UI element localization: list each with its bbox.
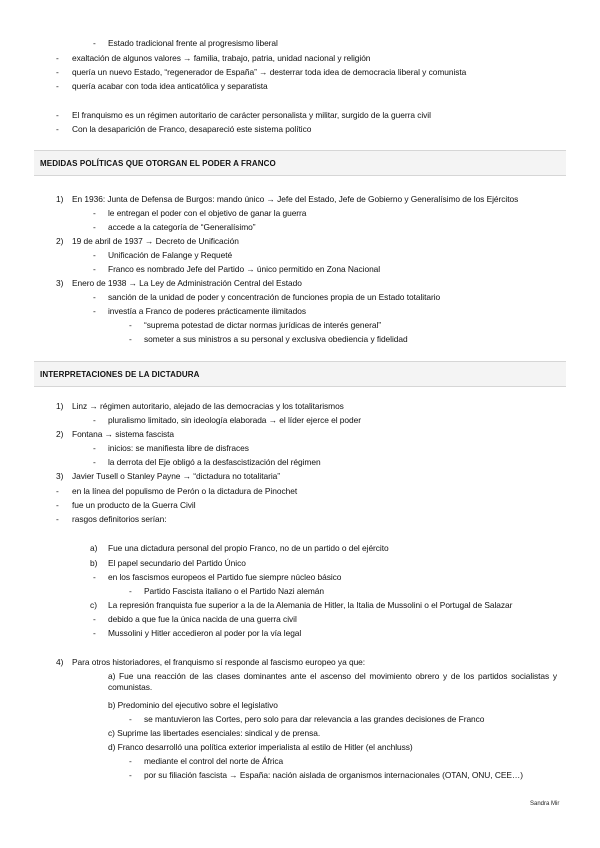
list-subsubitem: Partido Fascista italiano o el Partido Nazi alemán: [144, 586, 324, 596]
dash-marker: -: [93, 38, 96, 48]
list-subsubitem: se mantuvieron las Cortes, pero solo para dar relevancia a las grandes decisiones de Franco: [144, 714, 485, 724]
dash-marker: -: [129, 334, 132, 344]
dash-marker: -: [56, 81, 59, 91]
list-subitem: inicios: se manifiesta libre de disfraces: [108, 443, 249, 453]
list-item: Linz → régimen autoritario, alejado de las democracias y los totalitarismos: [72, 401, 344, 411]
list-subitem: a) Fue una reacción de las clases dominantes ante el ascenso del movimiento obrero y de los partidos socialistas y comunistas.: [108, 671, 557, 692]
list-subitem: La represión franquista fue superior a la de la Alemania de Hitler, la Italia de Mussolini o el Portugal de Salazar: [108, 600, 513, 610]
dash-marker: -: [93, 306, 96, 316]
dash-marker: -: [93, 457, 96, 467]
list-number: 2): [56, 429, 64, 439]
dash-marker: -: [93, 292, 96, 302]
list-item: En 1936: Junta de Defensa de Burgos: mando único → Jefe del Estado, Jefe de Gobierno y Generalísimo de los Ejércitos: [72, 194, 519, 204]
dash-marker: -: [93, 572, 96, 582]
list-item: rasgos definitorios serían:: [72, 514, 167, 524]
section-heading: MEDIDAS POLÍTICAS QUE OTORGAN EL PODER A FRANCO: [34, 150, 566, 176]
dash-marker: -: [56, 67, 59, 77]
list-letter: c): [90, 600, 97, 610]
list-number: 2): [56, 236, 64, 246]
list-subitem: Mussolini y Hitler accedieron al poder por la vía legal: [108, 628, 302, 638]
list-number: 4): [56, 657, 64, 667]
list-number: 1): [56, 194, 64, 204]
list-number: 3): [56, 471, 64, 481]
dash-marker: -: [129, 320, 132, 330]
list-item: fue un producto de la Guerra Civil: [72, 500, 196, 510]
dash-marker: -: [93, 443, 96, 453]
list-subsubitem: “suprema potestad de dictar normas jurídicas de interés general”: [144, 320, 382, 330]
list-subitem: Fue una dictadura personal del propio Franco, no de un partido o del ejército: [108, 543, 389, 553]
dash-marker: -: [93, 222, 96, 232]
dash-marker: -: [56, 500, 59, 510]
intro-line-3: quería un nuevo Estado, “regenerador de España” → desterrar toda idea de democracia liberal y comunista: [72, 67, 467, 77]
list-subitem: sanción de la unidad de poder y concentración de funciones propia de un Estado totalitario: [108, 292, 441, 302]
intro-line-2: exaltación de algunos valores → familia, trabajo, patria, unidad nacional y religión: [72, 53, 371, 63]
intro-line-1: Estado tradicional frente al progresismo liberal: [108, 38, 278, 48]
list-subitem: pluralismo limitado, sin ideología elaborada → el líder ejerce el poder: [108, 415, 361, 425]
dash-marker: -: [93, 208, 96, 218]
dash-marker: -: [129, 756, 132, 766]
list-subitem: le entregan el poder con el objetivo de ganar la guerra: [108, 208, 307, 218]
footer-author: Sandra Mir: [530, 801, 560, 807]
list-subitem: en los fascismos europeos el Partido fue siempre núcleo básico: [108, 572, 342, 582]
intro-line-5: El franquismo es un régimen autoritario de carácter personalista y militar, surgido de la guerra civil: [72, 110, 431, 120]
dash-marker: -: [129, 770, 132, 780]
list-subitem: debido a que fue la única nacida de una guerra civil: [108, 614, 297, 624]
list-subitem: d) Franco desarrolló una política exterior imperialista al estilo de Hitler (el anchluss): [108, 742, 413, 752]
list-letter: b): [90, 558, 98, 568]
dash-marker: -: [56, 53, 59, 63]
dash-marker: -: [56, 486, 59, 496]
dash-marker: -: [129, 714, 132, 724]
list-item: Javier Tusell o Stanley Payne → “dictadura no totalitaria”: [72, 471, 280, 481]
section-heading: INTERPRETACIONES DE LA DICTADURA: [34, 361, 566, 387]
list-subitem: la derrota del Eje obligó a la desfascistización del régimen: [108, 457, 321, 467]
dash-marker: -: [93, 628, 96, 638]
list-item: en la línea del populismo de Perón o la dictadura de Pinochet: [72, 486, 298, 496]
list-number: 3): [56, 278, 64, 288]
list-item: Fontana → sistema fascista: [72, 429, 175, 439]
intro-line-4: quería acabar con toda idea anticatólica y separatista: [72, 81, 268, 91]
list-letter: a): [90, 543, 98, 553]
list-item: Enero de 1938 → La Ley de Administración Central del Estado: [72, 278, 302, 288]
list-subitem: Franco es nombrado Jefe del Partido → único permitido en Zona Nacional: [108, 264, 381, 274]
list-subitem: b) Predominio del ejecutivo sobre el legislativo: [108, 700, 278, 710]
list-subitem: c) Suprime las libertades esenciales: sindical y de prensa.: [108, 728, 321, 738]
dash-marker: -: [56, 110, 59, 120]
list-item: 19 de abril de 1937 → Decreto de Unificación: [72, 236, 239, 246]
dash-marker: -: [93, 614, 96, 624]
list-number: 1): [56, 401, 64, 411]
dash-marker: -: [56, 124, 59, 134]
list-subitem: investía a Franco de poderes prácticamente ilimitados: [108, 306, 306, 316]
list-subitem: El papel secundario del Partido Único: [108, 558, 246, 568]
dash-marker: -: [93, 264, 96, 274]
list-subsubitem: someter a sus ministros a su personal y exclusiva obediencia y fidelidad: [144, 334, 408, 344]
dash-marker: -: [93, 415, 96, 425]
intro-line-6: Con la desaparición de Franco, desapareció este sistema político: [72, 124, 312, 134]
dash-marker: -: [93, 250, 96, 260]
list-item: Para otros historiadores, el franquismo sí responde al fascismo europeo ya que:: [72, 657, 366, 667]
list-subsubitem: mediante el control del norte de África: [144, 756, 284, 766]
list-subsubitem: por su filiación fascista → España: nación aislada de organismos internacionales (OTAN, ONU, CEE…): [144, 770, 523, 780]
list-subitem: accede a la categoría de “Generalísimo”: [108, 222, 256, 232]
dash-marker: -: [56, 514, 59, 524]
list-subitem: Unificación de Falange y Requeté: [108, 250, 233, 260]
dash-marker: -: [129, 586, 132, 596]
